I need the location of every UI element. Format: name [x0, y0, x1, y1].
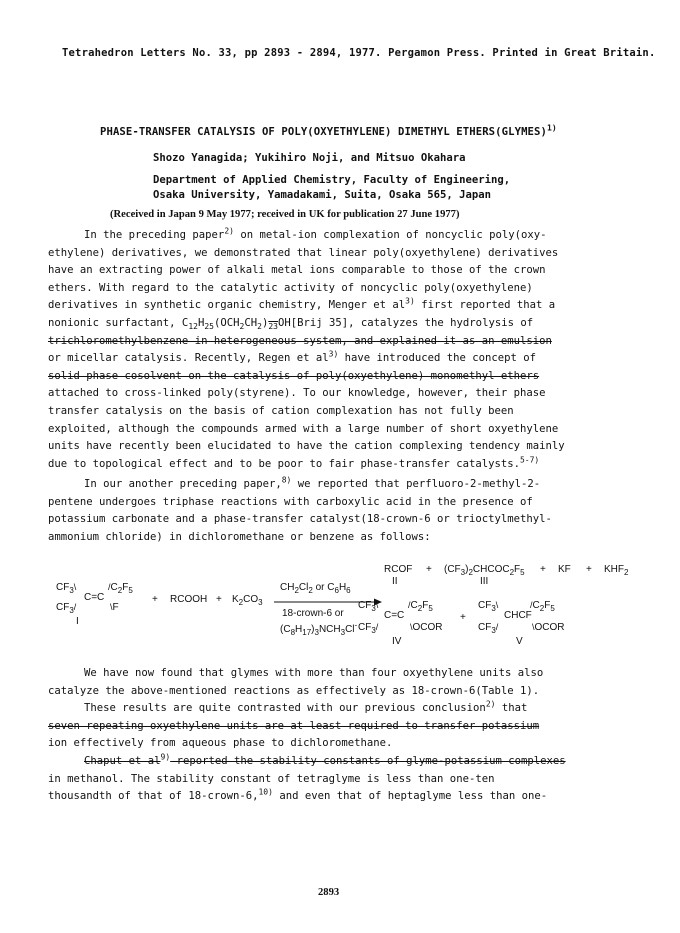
- product-ketone: $(CF_3)_2CHCOC_2F_5$: [444, 564, 525, 577]
- product-iv-ocor: \OCOR: [410, 622, 443, 633]
- product-v-c2f5: $/C_2F_5$: [530, 600, 555, 613]
- journal-citation: Tetrahedron Letters No. 33, pp 2893 - 2894, 1977. Pergamon Press. Printed in Great Britain.: [62, 47, 656, 59]
- product-iv-cf3-bottom: $CF_3/$: [358, 622, 379, 635]
- k2co3: $K_2CO_3$: [232, 594, 263, 607]
- affiliation-line-2: Osaka University, Yamadakami, Suita, Osaka 565, Japan: [153, 189, 492, 201]
- reactant-double-bond: C=C: [84, 592, 105, 603]
- plus-sign: +: [460, 612, 466, 623]
- catalyst-condition-2: $(C_8H_{17})_3NCH_3Cl^-$: [280, 620, 358, 637]
- product-iv-c2f5: $/C_2F_5$: [408, 600, 433, 613]
- label-I: I: [76, 616, 79, 627]
- product-rcof: RCOF: [384, 564, 413, 575]
- product-kf: KF: [558, 564, 571, 575]
- reactant-cf3-top: $CF_3\backslash$: [56, 582, 77, 595]
- authors: Shozo Yanagida; Yukihiro Noji, and Mitsuo Okahara: [153, 152, 466, 164]
- paragraph-3: We have now found that glymes with more than four oxyethylene units also catalyze the above-mentioned reactions as effectively as 18-crown-6(Table 1). These results are quite contrasted with our previous conclusion$^{2)}$ that seven repeating oxyethylene units are at least required to transfer potassium ion effectively from aqueous phase to dichloromethane. Chaput et $al^{9)}$ reported the stability constants of glyme-potassium complexes in methanol. The stability constant of tetraglyme is less than one-ten thousandth of that of 18-crown-6,$^{10)}$ and even that of heptaglyme less than one-: [48, 667, 566, 803]
- product-v-cf3: $CF_3\backslash$: [478, 600, 499, 613]
- label-IV: IV: [392, 636, 402, 647]
- page-number: 2893: [318, 887, 340, 898]
- solvent-condition: $CH_2Cl_2$ or $C_6H_6$: [280, 582, 351, 595]
- reaction-scheme: [48, 560, 638, 650]
- product-v-ocor: \OCOR: [532, 622, 565, 633]
- plus-sign: +: [586, 564, 592, 575]
- plus-sign: +: [540, 564, 546, 575]
- paragraph-1: In the preceding paper$^{2)}$ on metal-ion complexation of noncyclic poly(oxy- ethylene) derivatives, we demonstrated that linear poly(oxyethylene) derivatives have an extracting power of alkali metal ions comparable to those of the crown ethers. With regard to the catalytic activity of noncyclic poly(oxyethylene) derivatives in synthetic organic chemistry, Menger et $al^{3)}$ first reported that a nonionic surfactant, $C_{12}H_{25}(OCH_2CH_2)_{23}OH[Brij$ 35], catalyzes the hydrolysis of trichloromethylbenzene in heterogeneous system, and explained it as an emulsion or micellar catalysis. Recently, Regen et $al^{3)}$ have introduced the concept of solid phase cosolvent on the catalysis of poly(oxyethylene) monomethyl ethers attached to cross-linked poly(styrene). To our knowledge, however, their phase transfer catalysis on the basis of cation complexation has not fully been exploited, although the compounds armed with a large number of short oxyethylene units have recently been elucidated to have the cation complexing tendency mainly due to topological effect and to be poor to fair phase-transfer catalysts.$^{5-7)}$: [48, 226, 565, 470]
- product-iv-cf3: $CF_3\backslash$: [358, 600, 379, 613]
- rcooh: RCOOH: [170, 594, 208, 605]
- label-III: III: [480, 576, 489, 587]
- reactant-cf3-bottom: $CF_3/$: [56, 602, 77, 615]
- article-title: PHASE-TRANSFER CATALYSIS OF POLY(OXYETHYLENE) DIMETHYL ETHERS(GLYMES)$^{1)}$: [100, 123, 557, 138]
- label-V: V: [516, 636, 523, 647]
- label-II: II: [392, 576, 398, 587]
- title-footnote: 1): [546, 123, 557, 133]
- reactant-c2f5: $/C_2F_5$: [108, 582, 133, 595]
- plus-sign: +: [216, 594, 222, 605]
- received-dates: (Received in Japan 9 May 1977; received in UK for publication 27 June 1977): [110, 209, 460, 220]
- reactant-f: \F: [110, 602, 119, 613]
- product-khf2: $KHF_2$: [604, 564, 629, 577]
- paragraph-2: In our another preceding paper,$^{8)}$ we reported that perfluoro-2-methyl-2- pentene undergoes triphase reactions with carboxylic acid in the presence of potassium carbonate and a phase-transfer catalyst(18-crown-6 or trioctylmethyl- ammonium chloride) in dichloromethane or benzene as follows:: [48, 475, 552, 543]
- plus-sign: +: [152, 594, 158, 605]
- plus-sign: +: [426, 564, 432, 575]
- product-v-cf3-bottom: $CF_3/$: [478, 622, 499, 635]
- product-iv-double-bond: C=C: [384, 610, 405, 621]
- product-v-chcf: CHCF: [504, 610, 532, 621]
- catalyst-condition-1: 18-crown-6 or: [282, 608, 344, 619]
- affiliation-line-1: Department of Applied Chemistry, Faculty of Engineering,: [153, 174, 511, 186]
